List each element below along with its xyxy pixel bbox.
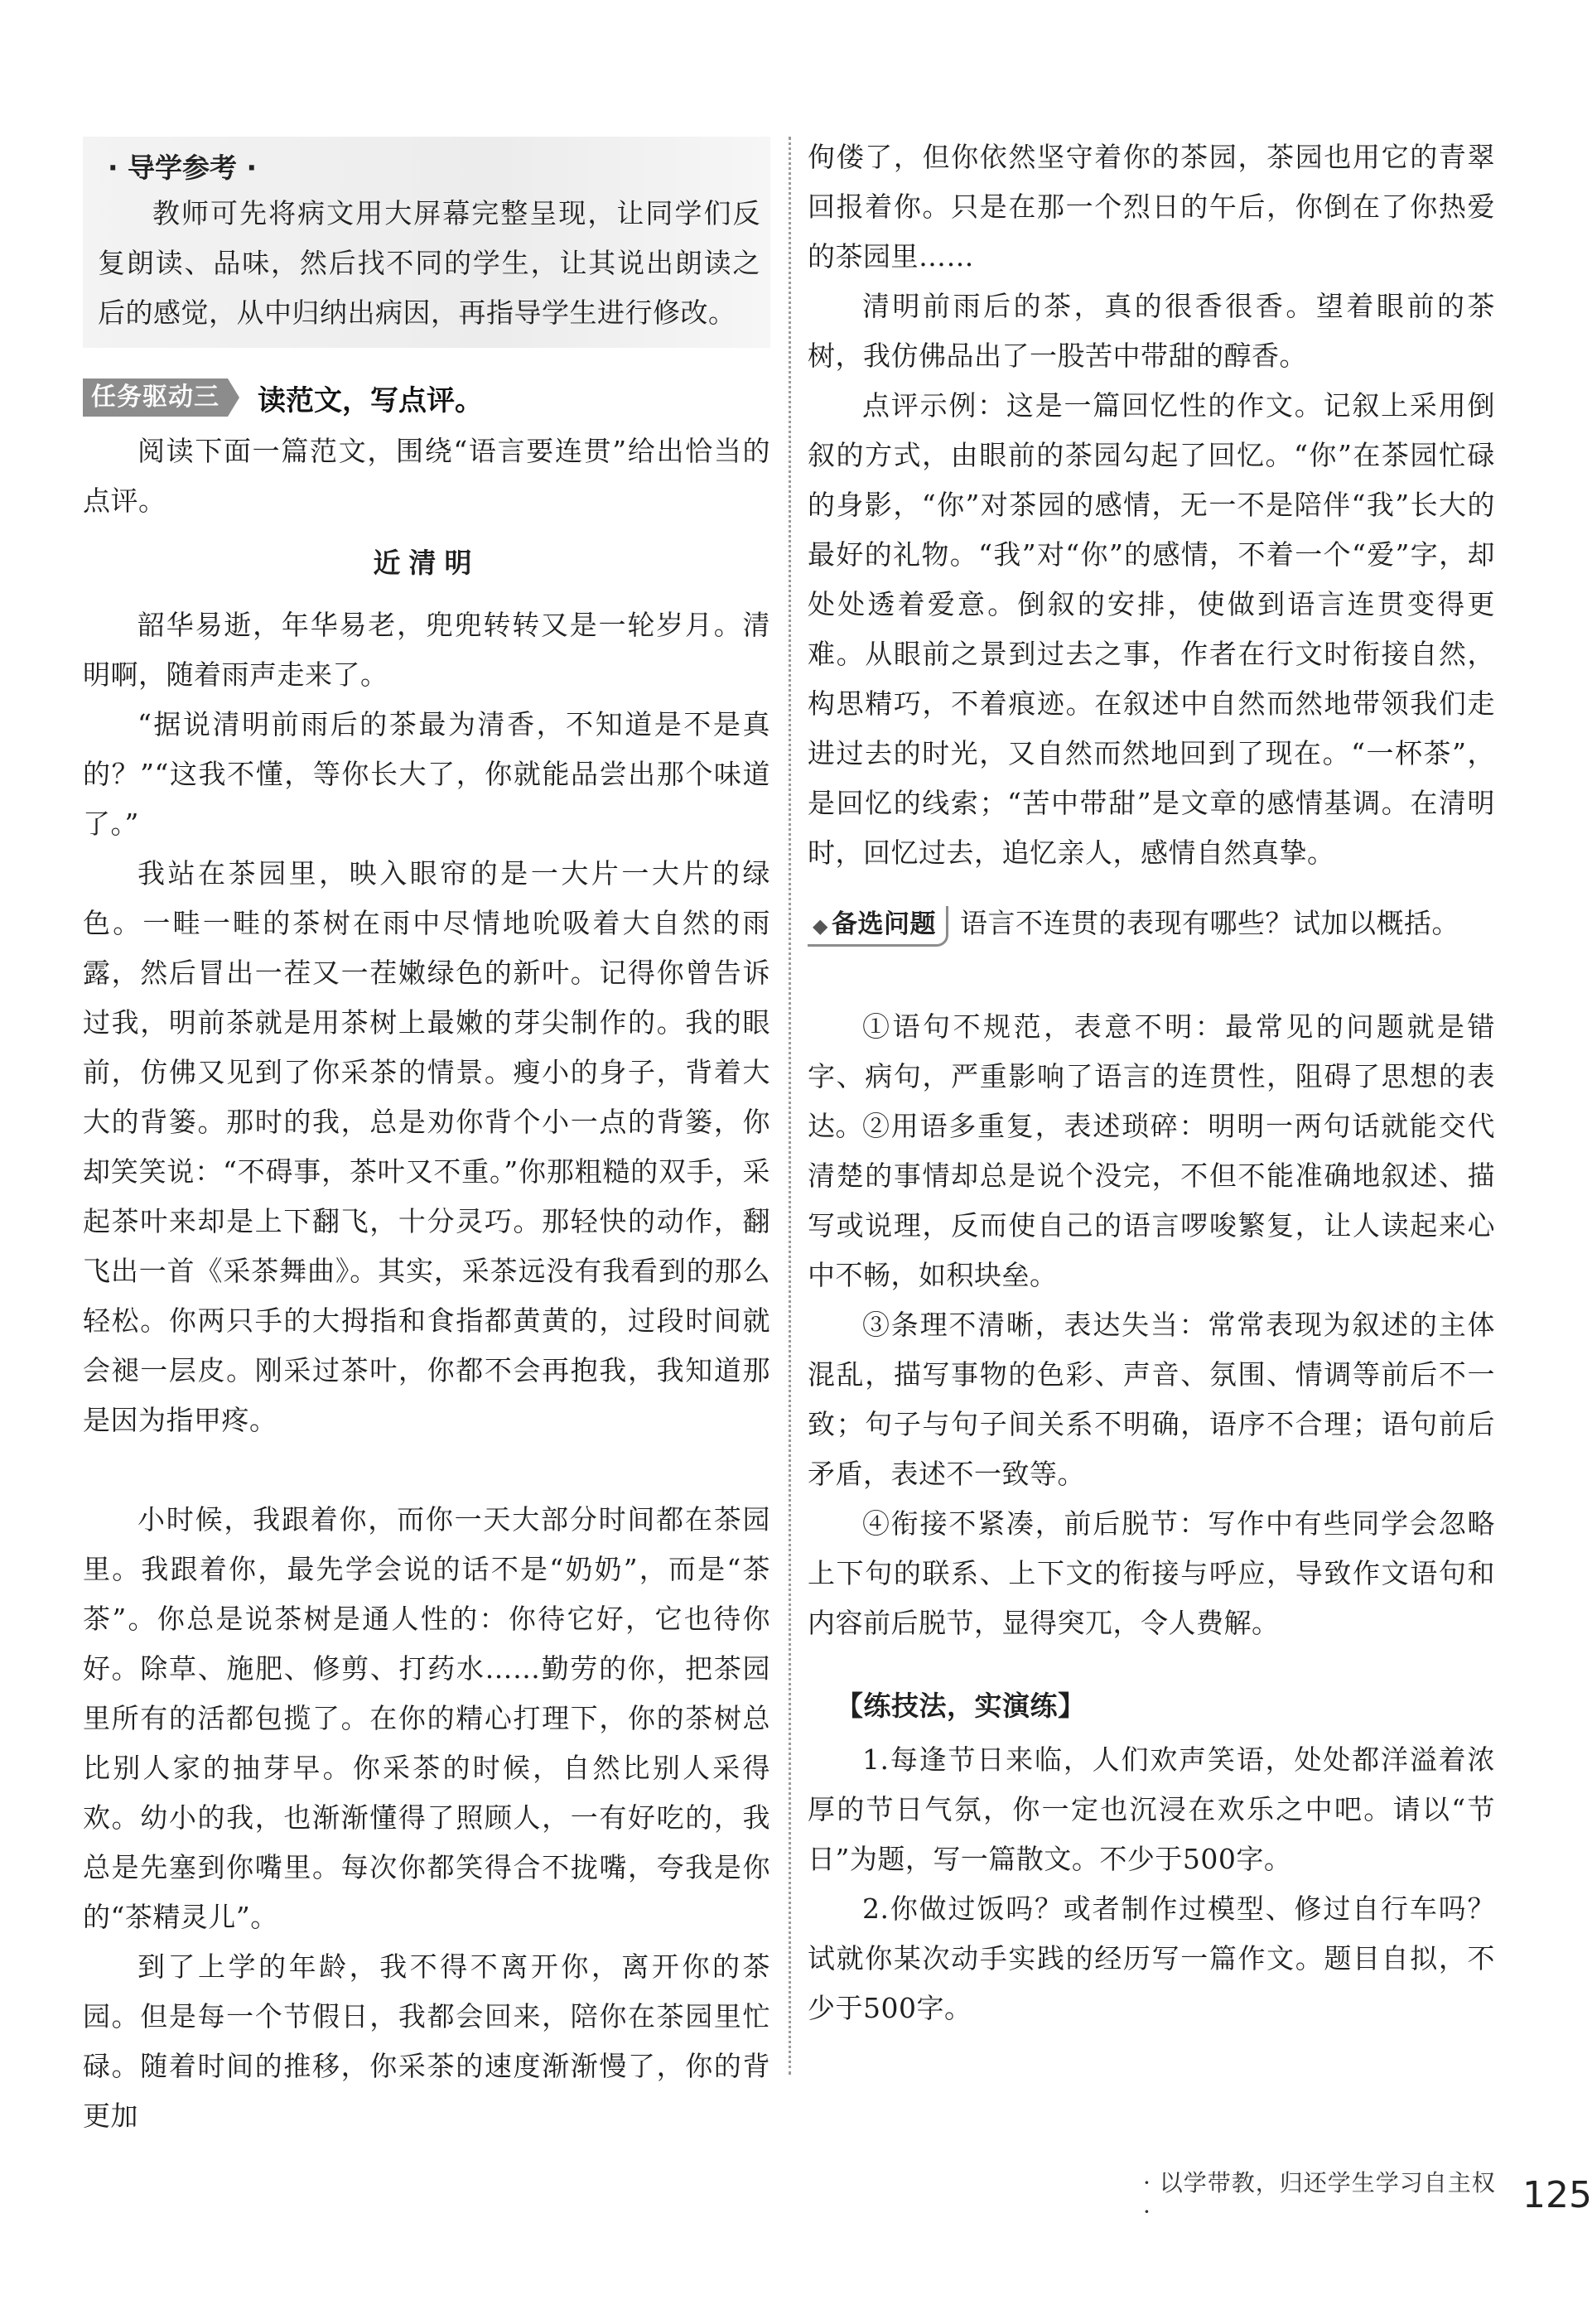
page-number: 125 (1522, 2173, 1592, 2216)
essay-paragraph: “据说清明前雨后的茶最为清香，不知道是不是真的？”“这我不懂，等你长大了，你就能品尝出那个味道了。” (83, 708, 770, 840)
practice-item: 2.你做过饭吗？或者制作过模型、修过自行车吗？试就你某次动手实践的经历写一篇作文。题目自拟，不少于500字。 (808, 1892, 1495, 2024)
task-tag: 任务驱动三 (83, 378, 228, 417)
task-header (83, 374, 770, 421)
guide-title: · 导学参考 · (108, 152, 258, 184)
essay-paragraph: 小时候，我跟着你，而你一天大部分时间都在茶园里。我跟着你，最先学会说的话不是“奶奶”，而是“茶茶”。你总是说茶树是通人性的：你待它好，它也待你好。除草、施肥、修剪、打药水……勤劳的你，把茶园里所有的活都包揽了。在你的精心打理下，你的茶树总比别人家的抽芽早。你采茶的时候，自然比别人采得欢。幼小的我，也渐渐懂得了照顾人，一有好吃的，我总是先塞到你嘴里。每次你都笑得合不拢嘴，夸我是你的“茶精灵儿”。 (83, 1503, 770, 1933)
guide-box (83, 137, 770, 348)
essay-paragraph: 我站在茶园里，映入眼帘的是一大片一大片的绿色。一畦一畦的茶树在雨中尽情地吮吸着大自然的雨露，然后冒出一茬又一茬嫩绿色的新叶。记得你曾告诉过我，明前茶就是用茶树上最嫩的芽尖制作的。我的眼前，仿佛又见到了你采茶的情景。瘦小的身子，背着大大的背篓。那时的我，总是劝你背个小一点的背篓，你却笑笑说：“不碍事，茶叶又不重。”你那粗糙的双手，采起茶叶来却是上下翻飞，十分灵巧。那轻快的动作，翻飞出一首《采茶舞曲》。其实，采茶远没有我看到的那么轻松。你两只手的大拇指和食指都黄黄的，过段时间就会褪一层皮。刚采过茶叶，你都不会再抱我，我知道那是因为指甲疼。 (83, 857, 770, 1436)
backup-question-text: 语言不连贯的表现有哪些？试加以概括。 (959, 907, 1459, 939)
footer-slogan: · 以学带教，归还学生学习自主权 · (1143, 2168, 1496, 2225)
guide-text: 教师可先将病文用大屏幕完整呈现，让同学们反复朗读、品味，然后找不同的学生，让其说出朗读之后的感觉，从中归纳出病因，再指导学生进行修改。 (98, 197, 760, 329)
backup-tag-label: 备选问题 (831, 909, 936, 939)
page-footer (1143, 2162, 1592, 2228)
backup-item: ③条理不清晰，表达失当：常常表现为叙述的主体混乱，描写事物的色彩、声音、氛围、情调等前后不一致；句子与句子间关系不明确，语序不合理；语句前后矛盾，表述不一致等。 (808, 1309, 1495, 1490)
practice-header: 【练技法，实演练】 (836, 1690, 1086, 1722)
essay-paragraph: 韶华易逝，年华易老，兜兜转转又是一轮岁月。清明啊，随着雨声走来了。 (83, 609, 770, 691)
column-divider (789, 137, 791, 2075)
backup-item: ①语句不规范，表意不明：最常见的问题就是错字、病句，严重影响了语言的连贯性，阻碍了思想的表达。 (808, 1010, 1495, 1142)
backup-item: ④衔接不紧凑，前后脱节：写作中有些同学会忽略上下句的联系、上下文的衔接与呼应，导致作文语句和内容前后脱节，显得突兀，令人费解。 (808, 1507, 1495, 1639)
essay-title: 近清明 (373, 547, 480, 579)
backup-tag (808, 906, 948, 947)
comment-example: 点评示例：这是一篇回忆性的作文。记叙上采用倒叙的方式，由眼前的茶园勾起了回忆。“你”在茶园忙碌的身影，“你”对茶园的感情，无一不是陪伴“我”长大的最好的礼物。“我”对“你”的感情，不着一个“爱”字，却处处透着爱意。倒叙的安排，使做到语言连贯变得更难。从眼前之景到过去之事，作者在行文时衔接自然，构思精巧，不着痕迹。在叙述中自然而然地带领我们走进过去的时光，又自然而然地回到了现在。“一杯茶”，是回忆的线索；“苦中带甜”是文章的感情基调。在清明时，回忆过去，追忆亲人，感情自然真挚。 (808, 389, 1495, 869)
essay-paragraph: 到了上学的年龄，我不得不离开你，离开你的茶园。但是每一个节假日，我都会回来，陪你在茶园里忙碌。随着时间的推移，你采茶的速度渐渐慢了，你的背更加 (83, 1950, 770, 2132)
arrow-icon (228, 378, 239, 417)
backup-question (808, 899, 1495, 948)
task-instruction: 阅读下面一篇范文，围绕“语言要连贯”给出恰当的点评。 (83, 435, 770, 517)
essay-continuation: 佝偻了，但你依然坚守着你的茶园，茶园也用它的青翠回报着你。只是在那一个烈日的午后，你倒在了你热爱的茶园里…… (808, 141, 1495, 272)
essay-ending: 清明前雨后的茶，真的很香很香。望着眼前的茶树，我仿佛品出了一股苦中带甜的醇香。 (808, 290, 1495, 372)
backup-item: ②用语多重复，表述琐碎：明明一两句话就能交代清楚的事情却总是说个没完，不但不能准确地叙述、描写或说理，反而使自己的语言啰唆繁复，让人读起来心中不畅，如积块垒。 (808, 1110, 1495, 1291)
task-title: 读范文，写点评。 (258, 383, 483, 417)
practice-item: 1.每逢节日来临，人们欢声笑语，处处都洋溢着浓厚的节日气氛，你一定也沉浸在欢乐之中吧。请以“节日”为题，写一篇散文。不少于500字。 (808, 1743, 1495, 1875)
diamond-icon: ◆ (813, 914, 828, 938)
